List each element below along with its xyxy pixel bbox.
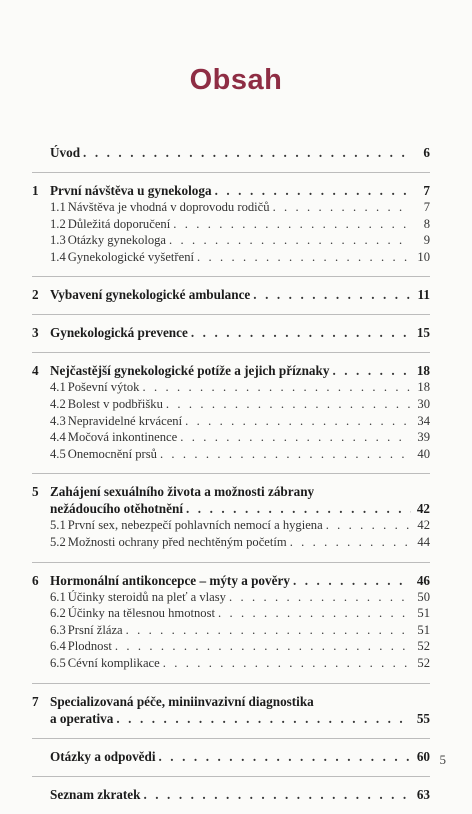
toc-subentry[interactable] — [32, 446, 430, 463]
page-ref: 18 — [417, 380, 430, 395]
section-divider — [32, 276, 430, 277]
toc-subentry[interactable] — [32, 413, 430, 430]
toc-section — [32, 748, 430, 765]
subsection-title: Možnosti ochrany před nechtěným početím — [67, 534, 287, 549]
page-ref: 7 — [423, 200, 430, 214]
toc-entry[interactable] — [32, 710, 430, 727]
dot-leader — [332, 362, 411, 379]
toc-subentry[interactable] — [32, 605, 430, 622]
page-ref: 8 — [423, 216, 430, 231]
dot-leader — [126, 622, 411, 639]
section-title: Úvod — [50, 145, 81, 160]
toc-section — [32, 362, 430, 462]
dot-leader — [215, 182, 411, 199]
toc-entry[interactable] — [32, 500, 430, 517]
section-divider — [32, 776, 430, 777]
page-ref: 52 — [417, 655, 430, 670]
page-ref: 10 — [417, 249, 430, 264]
subsection-title: Otázky gynekologa — [67, 233, 167, 248]
toc-entry[interactable] — [32, 324, 430, 341]
dot-leader — [326, 517, 411, 534]
section-divider — [32, 314, 430, 315]
subsection-number: 4.1 — [50, 380, 66, 395]
toc-subentry[interactable] — [32, 429, 430, 446]
toc-entry[interactable] — [32, 144, 430, 161]
dot-leader — [166, 396, 411, 413]
dot-leader — [116, 710, 411, 727]
section-divider — [32, 683, 430, 684]
subsection-number: 4.2 — [50, 396, 66, 411]
toc-subentry[interactable] — [32, 517, 430, 534]
toc-section-heading — [32, 748, 430, 765]
toc-subentry[interactable] — [32, 534, 430, 551]
toc-section-heading — [32, 324, 430, 341]
page-ref: 42 — [416, 501, 430, 517]
dot-leader — [163, 655, 411, 672]
toc-section-heading — [32, 144, 430, 161]
page-ref: 52 — [417, 639, 430, 654]
subsection-title: Onemocnění prsů — [67, 446, 157, 461]
toc-section-heading — [32, 786, 430, 803]
section-number: 1 — [32, 183, 39, 198]
page-number: 5 — [439, 752, 446, 767]
section-number: 7 — [32, 693, 39, 709]
subsection-number: 6.2 — [50, 606, 66, 621]
subsection-number: 6.5 — [50, 655, 66, 670]
section-number: 3 — [32, 325, 39, 341]
page-ref: 18 — [416, 363, 430, 379]
subsection-number: 4.3 — [50, 413, 66, 428]
toc-section — [32, 786, 430, 803]
dot-leader — [143, 786, 411, 803]
page-ref: 9 — [423, 233, 430, 248]
subsection-title: Plodnost — [67, 639, 112, 654]
toc-subentry[interactable] — [32, 216, 430, 233]
dot-leader — [169, 232, 411, 249]
subsection-number: 1.1 — [50, 200, 66, 214]
section-divider — [32, 172, 430, 173]
subsection-title: Poševní výtok — [67, 380, 140, 395]
page-ref: 55 — [416, 710, 430, 726]
toc-subentry[interactable] — [32, 655, 430, 672]
page-ref: 11 — [417, 287, 430, 303]
section-title-continued: a operativa — [50, 710, 114, 726]
section-title: První návštěva u gynekologa — [50, 183, 212, 198]
toc-subentry[interactable] — [32, 379, 430, 396]
toc-subsections — [32, 199, 430, 265]
subsection-number: 4.5 — [50, 446, 66, 461]
subsection-title: Gynekologické vyšetření — [67, 249, 195, 264]
toc-entry[interactable] — [32, 786, 430, 803]
dot-leader — [159, 748, 411, 765]
page-ref: 60 — [416, 748, 430, 764]
subsection-title: Návštěva je vhodná v doprovodu rodičů — [67, 200, 270, 214]
page-ref: 30 — [417, 396, 430, 411]
subsection-title: Účinky steroidů na pleť a vlasy — [67, 589, 226, 604]
toc-section-heading — [32, 572, 430, 589]
subsection-number: 5.1 — [50, 518, 66, 533]
toc-entry-line — [32, 693, 430, 710]
dot-leader — [229, 589, 411, 606]
page-ref: 15 — [416, 325, 430, 341]
section-title: Otázky a odpovědi — [50, 748, 156, 764]
page-ref: 51 — [417, 622, 430, 637]
dot-leader — [83, 144, 411, 161]
section-title: Seznam zkratek — [50, 786, 141, 802]
subsection-title: První sex, nebezpečí pohlavních nemocí a hygiena — [67, 518, 323, 533]
subsection-title: Prsní žláza — [67, 622, 123, 637]
section-title-continued: nežádoucího otěhotnění — [50, 501, 183, 517]
toc-entry[interactable] — [32, 572, 430, 589]
table-of-contents — [32, 144, 430, 814]
section-number: 6 — [32, 572, 39, 588]
toc-subentry[interactable] — [32, 249, 430, 266]
section-title: Vybavení gynekologické ambulance — [50, 287, 251, 303]
dot-leader — [290, 534, 411, 551]
subsection-number: 1.2 — [50, 216, 66, 231]
page-ref: 42 — [417, 518, 430, 533]
section-title: Gynekologická prevence — [50, 325, 188, 341]
dot-leader — [185, 413, 411, 430]
section-title: Zahájení sexuálního života a možnosti zábrany — [50, 484, 315, 500]
toc-subentry[interactable] — [32, 232, 430, 249]
page-title: Obsah — [189, 64, 283, 96]
page-ref: 34 — [417, 413, 430, 428]
page-ref: 40 — [417, 446, 430, 461]
toc-section — [32, 572, 430, 672]
section-title: Hormonální antikoncepce – mýty a pověry — [50, 572, 290, 588]
toc-subentry[interactable] — [32, 638, 430, 655]
subsection-title: Důležitá doporučení — [67, 216, 171, 231]
subsection-number: 6.4 — [50, 639, 66, 654]
dot-leader — [173, 216, 411, 233]
section-title: Specializovaná péče, miniinvazivní diagnostika — [50, 693, 314, 709]
toc-section-heading — [32, 182, 430, 199]
subsection-number: 1.3 — [50, 233, 66, 248]
toc-section-heading — [32, 693, 430, 727]
page-ref: 44 — [417, 534, 430, 549]
toc-entry[interactable] — [32, 362, 430, 379]
toc-section-heading — [32, 362, 430, 379]
toc-subsections — [32, 517, 430, 550]
subsection-number: 6.3 — [50, 622, 66, 637]
subsection-title: Nepravidelné krvácení — [67, 413, 183, 428]
section-number: 2 — [32, 287, 39, 303]
page-ref: 51 — [417, 606, 430, 621]
section-divider — [32, 738, 430, 739]
page-ref: 46 — [416, 572, 430, 588]
page-ref: 7 — [423, 183, 430, 198]
page-ref: 50 — [417, 589, 430, 604]
dot-leader — [180, 429, 411, 446]
section-divider — [32, 562, 430, 563]
toc-entry[interactable] — [32, 182, 430, 199]
section-divider — [32, 473, 430, 474]
toc-section — [32, 483, 430, 550]
dot-leader — [191, 324, 411, 341]
section-number: 4 — [32, 363, 39, 379]
dot-leader — [186, 500, 411, 517]
toc-section — [32, 144, 430, 161]
toc-entry[interactable] — [32, 286, 430, 303]
section-number: 5 — [32, 484, 39, 500]
toc-section — [32, 324, 430, 341]
dot-leader — [115, 638, 411, 655]
toc-subentry[interactable] — [32, 396, 430, 413]
page-ref: 39 — [417, 430, 430, 445]
subsection-number: 1.4 — [50, 249, 66, 264]
toc-section — [32, 182, 430, 265]
toc-section-heading — [32, 483, 430, 517]
dot-leader — [218, 605, 411, 622]
section-divider — [32, 352, 430, 353]
dot-leader — [160, 446, 411, 463]
subsection-number: 4.4 — [50, 430, 66, 445]
dot-leader — [273, 199, 411, 216]
toc-section — [32, 693, 430, 727]
dot-leader — [197, 249, 411, 266]
toc-subentry[interactable] — [32, 622, 430, 639]
toc-section-heading — [32, 286, 430, 303]
toc-section — [32, 286, 430, 303]
subsection-title: Močová inkontinence — [67, 430, 178, 445]
subsection-title: Bolest v podbřišku — [67, 396, 163, 411]
dot-leader — [293, 572, 411, 589]
dot-leader — [142, 379, 411, 396]
toc-subsections — [32, 379, 430, 462]
toc-subentry[interactable] — [32, 199, 430, 216]
toc-entry[interactable] — [32, 748, 430, 765]
subsection-number: 5.2 — [50, 534, 66, 549]
toc-subentry[interactable] — [32, 589, 430, 606]
page-ref: 6 — [423, 145, 430, 160]
dot-leader — [253, 286, 411, 303]
toc-subsections — [32, 589, 430, 672]
page-ref: 63 — [416, 786, 430, 802]
subsection-title: Cévní komplikace — [67, 655, 160, 670]
toc-entry-line — [32, 483, 430, 500]
subsection-number: 6.1 — [50, 589, 66, 604]
subsection-title: Účinky na tělesnou hmotnost — [67, 606, 216, 621]
section-title: Nejčastější gynekologické potíže a jejich příznaky — [50, 363, 330, 379]
